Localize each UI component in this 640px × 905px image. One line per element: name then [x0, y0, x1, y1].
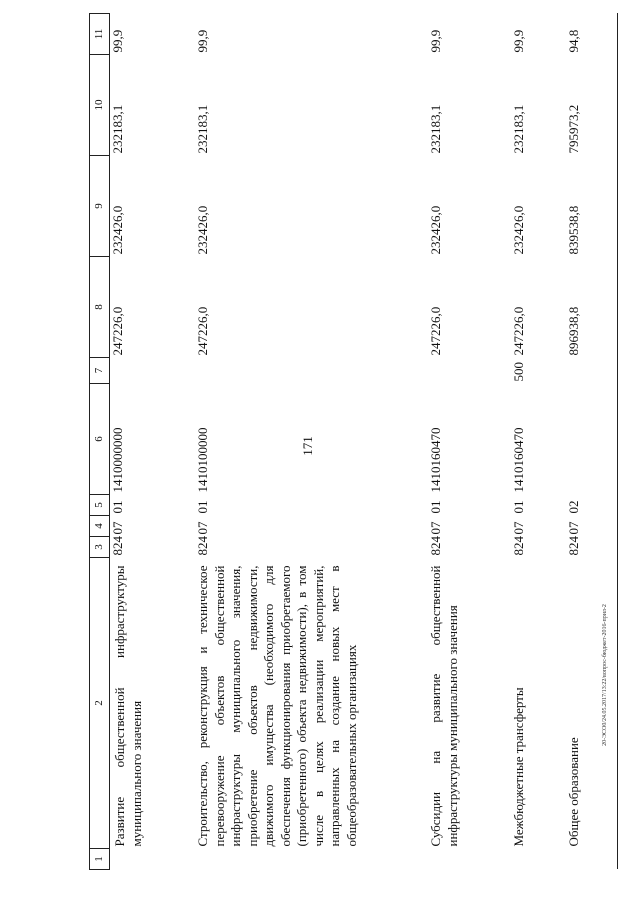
row-spacer — [195, 849, 428, 870]
header-col-9: 9 — [90, 156, 110, 257]
row-plan: 247226,0 — [110, 306, 125, 356]
row-spacer — [428, 849, 511, 870]
table-header-row — [90, 14, 110, 870]
row-csr: 1410160470 — [511, 427, 526, 493]
row-vr: 500 — [511, 362, 526, 382]
row-name: Строительство, реконструкция и техническое перевооружение объектов общественной инфраструктуры муниципального значения, приобретение объектов недвижимости, движимого имущества (необходимого для обеспечения функционирования приобретаемого (приобретенного) объекта недвижимости), в том числе в целях реализации мероприятий, направленных на создание новых мест в общеобразовательных организациях — [195, 565, 359, 847]
row-pct: 94,8 — [566, 14, 618, 55]
header-col-8: 8 — [90, 257, 110, 358]
row-plan: 247226,0 — [428, 306, 443, 356]
row-refined: 232426,0 — [428, 205, 443, 255]
row-vr — [428, 358, 511, 384]
row-exec: 232183,1 — [110, 104, 125, 154]
row-rz: 07 — [110, 521, 125, 535]
table-row — [110, 14, 196, 870]
row-ved: 824 — [195, 536, 210, 556]
row-name: Межбюджетные трансферты — [511, 687, 526, 847]
page-number: 171 — [300, 436, 315, 456]
row-plan: 247226,0 — [195, 306, 210, 356]
header-col-4: 4 — [90, 516, 110, 537]
row-csr: 1410100000 — [195, 427, 210, 493]
header-col-7: 7 — [90, 358, 110, 384]
header-col-6: 6 — [90, 384, 110, 495]
row-pr: 02 — [566, 495, 618, 516]
table-row — [566, 14, 618, 870]
row-ved: 824 — [566, 537, 618, 558]
row-exec: 232183,1 — [428, 104, 443, 154]
row-vr — [110, 358, 196, 384]
row-exec: 232183,1 — [511, 104, 526, 154]
row-csr — [566, 384, 618, 495]
row-name: Общее образование — [566, 558, 618, 849]
row-vr — [566, 358, 618, 384]
row-plan: 896938,8 — [566, 257, 618, 358]
row-exec: 232183,1 — [195, 104, 210, 154]
row-refined: 232426,0 — [511, 205, 526, 255]
row-csr: 1410160470 — [428, 427, 443, 493]
row-refined: 232426,0 — [195, 205, 210, 255]
row-pr: 01 — [428, 500, 443, 514]
row-refined: 839538,8 — [566, 156, 618, 257]
row-rz: 07 — [428, 521, 443, 535]
header-col-11: 11 — [90, 14, 110, 55]
footer-code: 20-ЭСО0/24.05.2017/13:22/вопрос-бюджет-2016-прил-2 — [602, 604, 608, 746]
header-col-3: 3 — [90, 537, 110, 558]
header-col-2: 2 — [90, 558, 110, 849]
row-ved: 824 — [110, 536, 125, 556]
row-vr — [195, 358, 428, 384]
header-col-10: 10 — [90, 55, 110, 156]
header-col-1: 1 — [90, 849, 110, 870]
row-rz: 07 — [195, 521, 210, 535]
row-refined: 232426,0 — [110, 205, 125, 255]
row-spacer — [566, 849, 618, 870]
row-ved: 824 — [511, 536, 526, 556]
table-row — [428, 14, 511, 870]
row-pr: 01 — [511, 500, 526, 514]
row-name: Субсидии на развитие общественной инфраструктуры муниципального значения — [428, 565, 460, 847]
header-col-5: 5 — [90, 495, 110, 516]
row-exec: 795973,2 — [566, 55, 618, 156]
row-spacer — [110, 849, 196, 870]
row-rz: 07 — [511, 521, 526, 535]
row-pct: 99,9 — [428, 29, 443, 53]
row-plan: 247226,0 — [511, 306, 526, 356]
table-row — [195, 14, 428, 870]
row-name: Развитие общественной инфраструктуры муниципального значения — [112, 565, 144, 847]
row-pct: 99,9 — [195, 29, 210, 53]
table-row — [511, 14, 566, 870]
row-rz: 07 — [566, 516, 618, 537]
row-pr: 01 — [110, 500, 125, 514]
budget-table — [89, 13, 618, 870]
row-pct: 99,9 — [511, 29, 526, 53]
row-spacer — [511, 849, 566, 870]
row-pct: 99,9 — [110, 29, 125, 53]
row-pr: 01 — [195, 500, 210, 514]
row-csr: 1410000000 — [110, 427, 125, 493]
row-ved: 824 — [428, 536, 443, 556]
